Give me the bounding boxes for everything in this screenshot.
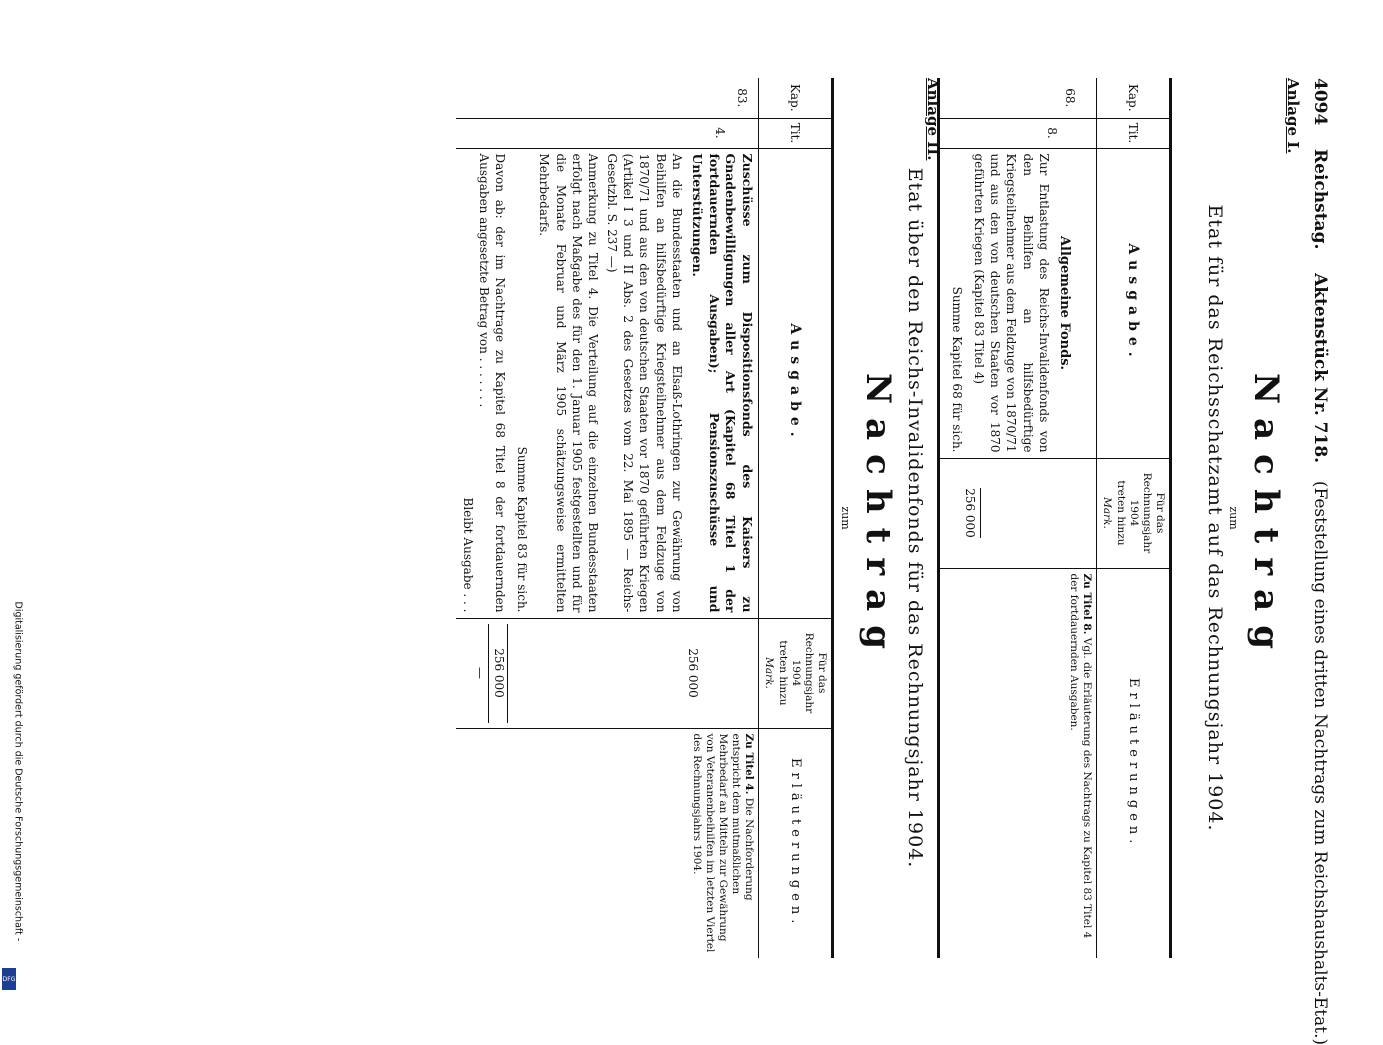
- anlage1-note-bold: Zu Titel 8.: [1081, 573, 1094, 635]
- anlage2-kap: 83.: [735, 88, 750, 108]
- page-content: [30, 78, 1330, 1045]
- anlage2-bleibt: Bleibt Ausgabe . . .: [460, 497, 475, 613]
- amount-header-line: Für das: [816, 652, 828, 694]
- amount-header-line: Rechnungsjahr: [1140, 472, 1153, 554]
- anlage2-note-text: Die Nachforderung entspricht dem mutmaßlichen Mehrbedarf an Mitteln zur Gewährung von Veteranenbeihilfen im letzten Viertel des Rechnungsjahrs 1904.: [690, 733, 756, 953]
- dfg-logo-text: DFG: [2, 975, 16, 983]
- anlage2-sum-amount: 256 000: [491, 624, 508, 723]
- anlage1-note-text: Vgl. die Erläuterung des Nachtrags zu Kapitel 83 Titel 4 der fortdauernden Ausgaben.: [1068, 573, 1094, 939]
- anlage2-amount-cell: [511, 618, 759, 728]
- empty-cell: [456, 118, 511, 148]
- anlage2-section: Zuschüsse zum Dispositionsfonds des Kaisers zu Gnadenbewilligungen aller Art (Kapitel 68 Titel 1 der fortdauernden Ausgaben); Pensionszuschüsse und Unterstützungen.: [689, 153, 756, 613]
- anlage1-label: Anlage I.: [1284, 78, 1302, 154]
- anlage2-col-amount: [759, 618, 833, 728]
- anlage2-etat-title: Etat über den Reichs-Invalidenfonds für das Rechnungsjahr 1904.: [904, 167, 926, 869]
- header-reichstag: Reichstag.: [1310, 149, 1330, 250]
- digitization-note: [8, 601, 28, 986]
- anlage1-amount-cell: [938, 458, 1097, 568]
- anlage1-tit: 8.: [938, 118, 1097, 148]
- anlage1-table: [937, 78, 1172, 958]
- header-aktenstueck: Aktenstück Nr. 718.: [1310, 273, 1330, 464]
- anlage1-note-cell: [938, 568, 1097, 958]
- amount-header-line: 1904: [789, 659, 802, 687]
- empty-cell: [456, 78, 511, 118]
- anlage2-col-erl: Erläuterungen.: [759, 728, 833, 958]
- anlage2-davon-cell: [456, 148, 511, 618]
- anlage1-amount: 256 000: [962, 488, 981, 538]
- table-row: [938, 78, 1097, 958]
- amount-header-line: treten hinzu: [1114, 480, 1127, 546]
- anlage2-davon: Davon ab: der im Nachtrage zu Kapitel 68 Titel 8 der fortdauernden Ausgaben angesetzte Betrag von . . . . . . .: [476, 153, 507, 613]
- table-row: [511, 78, 759, 958]
- amount-header-unit: Mark.: [763, 657, 776, 689]
- anlage1-zum: zum: [1227, 506, 1240, 530]
- page-number: 4094: [1310, 78, 1330, 126]
- anlage1-section: Allgemeine Fonds.: [1057, 235, 1073, 371]
- amount-header-line: Rechnungsjahr: [802, 632, 815, 714]
- anlage2-zum: zum: [839, 506, 852, 530]
- anlage2-note-bold: Zu Titel 4.: [743, 733, 756, 795]
- anlage2-anm: Anmerkung zu Titel 4. Die Verteilung auf die einzelnen Bundesstaaten erfolgt nach Maßgabe des für den 1. Januar 1905 festgestellten und für die Monate Februar und März 1905 schätzungsweise ermittelten Mehrbedarfs.: [537, 153, 600, 613]
- amount-header-line: Für das: [1154, 492, 1166, 534]
- anlage2-heading: Nachtrag: [858, 373, 898, 663]
- anlage2-text: An die Bundesstaaten und an Elsaß-Lothringen zur Gewährung von Beihilfen an hilfsbedürftige Kriegsteilnehmer aus dem Feldzuge von 1870/71 und aus den von deutschen Staaten vor 1870 geführten Kriegen (Artikel I 3 und II Abs. 2 des Gesetzes vom 22. Mai 1895 — Reichs-Gesetzbl. S. 237 —): [605, 153, 684, 613]
- anlage1-col-amount: [1097, 458, 1171, 568]
- anlage1-col-erl: Erläuterungen.: [1097, 568, 1171, 958]
- anlage1-heading: Nachtrag: [1246, 373, 1286, 663]
- header-subject: (Feststellung eines dritten Nachtrags zum Reichshaushalts-Etat.): [1310, 480, 1330, 1045]
- anlage2-col-kap: Kap.: [759, 78, 833, 118]
- anlage1-col-ausgabe: Ausgabe.: [1097, 148, 1171, 458]
- anlage2-label: Anlage II.: [924, 78, 942, 161]
- anlage2-sum-amounts: [456, 618, 511, 728]
- anlage1-ausgabe-cell: [938, 148, 1097, 458]
- amount-header-line: 1904: [1127, 499, 1140, 527]
- anlage2-col-tit: Tit.: [759, 118, 833, 148]
- anlage2-note-cell: [456, 728, 758, 958]
- digitization-text: Digitalisierung gefördert durch die Deutsche Forschungsgemeinschaft -: [12, 601, 24, 942]
- anlage1-col-kap: Kap.: [1097, 78, 1171, 118]
- dfg-logo-icon: [2, 968, 16, 990]
- anlage1-text: Zur Entlastung des Reichs-Invalidenfonds von den Beihilfen an hilfsbedürftige Kriegsteilnehmer aus dem Feldzuge von 1870/71 und aus den von deutschen Staaten vor 1870 geführten Kriegen (Kapitel 83 Titel 4): [972, 153, 1051, 453]
- anlage2-amount: 256 000: [686, 648, 701, 698]
- anlage1-etat-title: Etat für das Reichsschatzamt auf das Rechnungsjahr 1904.: [1204, 204, 1226, 832]
- anlage1-sum-text: Summe Kapitel 68 für sich.: [949, 286, 964, 453]
- anlage2-col-ausgabe: Ausgabe.: [759, 148, 833, 618]
- anlage1-kap: 68.: [1063, 88, 1078, 108]
- page-header: [1310, 78, 1330, 1045]
- anlage2-tit: 4.: [511, 118, 759, 148]
- anlage2-ausgabe-cell: [511, 148, 759, 618]
- amount-header-unit: Mark.: [1101, 497, 1114, 529]
- anlage2-table: [456, 78, 834, 958]
- anlage2-bleibt-amount: —: [472, 624, 489, 723]
- anlage2-sum-text: Summe Kapitel 83 für sich.: [515, 446, 530, 613]
- anlage1-col-tit: Tit.: [1097, 118, 1171, 148]
- amount-header-line: treten hinzu: [776, 640, 789, 706]
